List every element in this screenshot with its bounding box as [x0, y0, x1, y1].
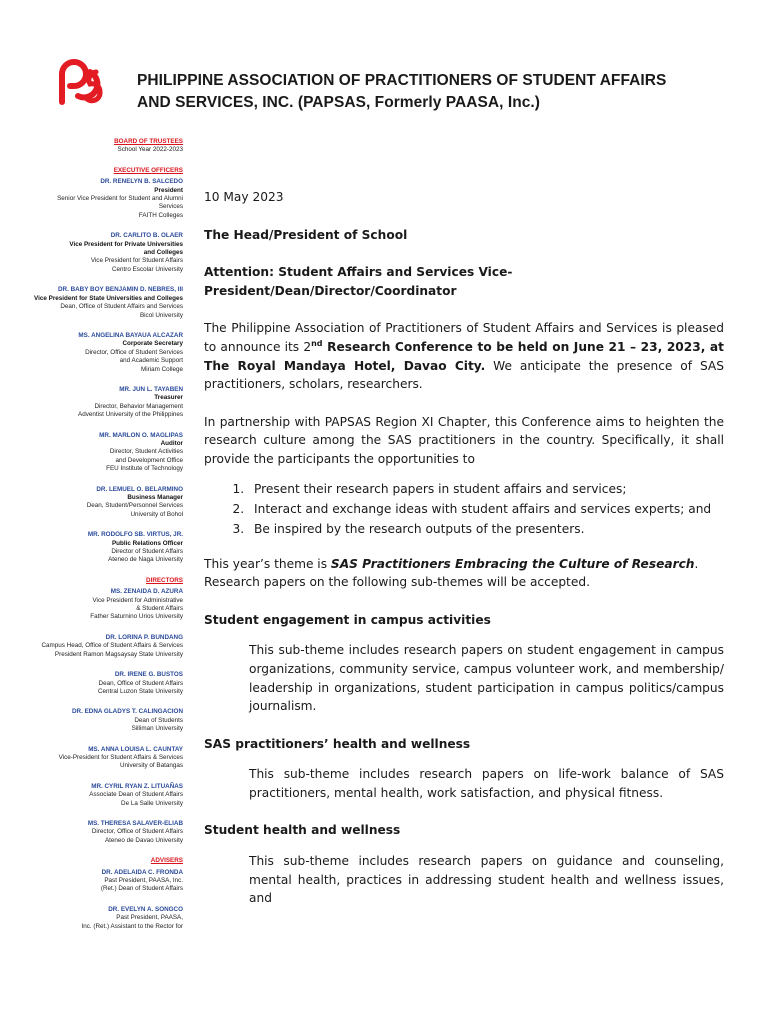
person-detail: Associate Dean of Student Affairs: [89, 791, 183, 799]
org-name-line-2: AND SERVICES, INC. (PAPSAS, Formerly PAASA, Inc.): [137, 94, 540, 111]
person-detail: Dean, Office of Student Affairs: [98, 679, 183, 687]
theme-intro: This year’s theme is: [204, 556, 331, 571]
person-detail: Director, Office of Student Services: [85, 348, 183, 356]
directors-list: [0, 588, 183, 845]
org-name-line-1: PHILIPPINE ASSOCIATION OF PRACTITIONERS OF STUDENT AFFAIRS: [137, 72, 667, 89]
sidebar-person: [0, 588, 183, 622]
theme-title: SAS Practitioners Embracing the Culture of Research: [330, 556, 695, 571]
person-detail: Director, Office of Student Affairs: [91, 828, 183, 836]
board-sidebar: [0, 138, 183, 931]
ordinal-suffix: nd: [311, 338, 323, 348]
sidebar-person: [0, 634, 183, 659]
person-name: DR. LEMUEL O. BELARMINO: [96, 485, 183, 493]
person-detail: Vice President for Student Affairs: [90, 257, 183, 265]
intro-paragraph: [204, 319, 724, 393]
person-detail: Public Relations Officer: [111, 539, 183, 547]
person-detail: Auditor: [160, 439, 183, 447]
list-item: 2. Interact and exchange ideas with student affairs and services experts; and: [248, 499, 724, 519]
subtheme-title: Student engagement in campus activities: [204, 612, 491, 627]
sidebar-person: [0, 286, 183, 320]
person-detail: President Ramon Magsaysay State University: [54, 650, 183, 658]
person-name: DR. RENELYN B. SALCEDO: [100, 178, 183, 186]
person-name: MS. ZENAIDA D. AZURA: [110, 588, 183, 596]
person-name: DR. EDNA GLADYS T. CALINGACION: [71, 708, 183, 716]
person-name: MS. ANNA LOUISA L. CAUNTAY: [88, 745, 183, 753]
person-detail: FEU Institute of Technology: [106, 465, 183, 473]
person-name: MR. JUN L. TAYABEN: [119, 385, 183, 393]
person-detail: Dean of Students: [134, 716, 183, 724]
person-detail: Director, Student Activities: [109, 448, 183, 456]
subtheme-title: Student health and wellness: [204, 823, 401, 838]
person-detail: Director, Behavior Management: [94, 402, 183, 410]
person-name: MR. RODOLFO SB. VIRTUS, JR.: [87, 531, 183, 539]
theme-end: . Research papers on the following sub-themes will be accepted.: [204, 556, 699, 590]
sidebar-person: [0, 708, 183, 733]
person-detail: President: [154, 186, 183, 194]
person-detail: Silliman University: [131, 725, 183, 733]
list-item: 3. Be inspired by the research outputs of the presenters.: [248, 519, 724, 539]
sidebar-person: [0, 746, 183, 771]
person-detail: Business Manager: [127, 494, 183, 501]
person-name: DR. ADELAIDA C. FRONDA: [101, 868, 183, 876]
person-detail: Past President, PAASA,: [116, 914, 183, 922]
person-detail: Inc. (Ret.) Assistant to the Rector for: [81, 922, 183, 930]
intro-text-end: We anticipate the presence of SAS practitioners, scholars, researchers.: [204, 358, 724, 392]
person-detail: Dean, Student/Personnel Services: [86, 502, 183, 510]
person-detail: and Academic Support: [119, 357, 183, 365]
sidebar-person: [0, 178, 183, 220]
person-name: DR. EVELYN A. SONGCO: [108, 905, 183, 913]
person-detail: Central Luzon State University: [97, 687, 183, 695]
person-detail: Treasurer: [154, 394, 183, 402]
sidebar-person: [0, 432, 183, 474]
organization-name: [137, 70, 737, 114]
person-detail: & Student Affairs: [136, 605, 183, 613]
person-detail: Campus Head, Office of Student Affairs & Services: [41, 642, 183, 650]
person-detail: Vice-President for Student Affairs & Services: [58, 753, 183, 761]
sidebar-person: [0, 869, 183, 894]
person-detail: De La Salle University: [121, 799, 183, 807]
person-detail: Past President, PAASA, Inc.: [104, 877, 183, 884]
school-year: School Year 2022-2023: [117, 146, 183, 154]
attention-line: Attention: Student Affairs and Services Vice-President/Dean/Director/Coordinator: [204, 265, 513, 298]
executive-heading: EXECUTIVE OFFICERS: [113, 166, 183, 174]
person-name: DR. LORINA P. BUNDANG: [105, 633, 183, 641]
sidebar-person: [0, 820, 183, 845]
intro-text: The Philippine Association of Practitioners of Student Affairs and Services is pleased to announce its 2: [204, 321, 724, 354]
sidebar-person: [0, 332, 183, 374]
sidebar-person: [0, 906, 183, 931]
person-name: DR. IRENE G. BUSTOS: [114, 671, 183, 679]
person-name: MR. MARLON O. MAGLIPAS: [99, 431, 183, 439]
person-detail: Director of Student Affairs: [111, 548, 183, 556]
person-detail: Ateneo de Davao University: [104, 836, 183, 844]
objectives-list: [204, 479, 724, 539]
sidebar-person: [0, 531, 183, 565]
person-detail: Bicol University: [139, 311, 183, 319]
person-detail: University of Bohol: [130, 510, 183, 518]
advisers-list: [0, 869, 183, 931]
person-detail: Vice President for State Universities and Colleges: [34, 294, 183, 302]
person-name: DR. CARLITO B. OLAER: [110, 232, 183, 240]
person-detail: Father Saturnino Urios University: [90, 613, 183, 621]
person-detail: (Ret.) Dean of Student Affairs: [100, 885, 183, 893]
conference-details: Research Conference to be held on June 21 – 23, 2023, at The Royal Mandaya Hotel, Davao City.: [204, 339, 724, 373]
person-name: MS. ANGELINA BAYAUA ALCAZAR: [78, 331, 183, 339]
person-detail: Services: [158, 203, 183, 211]
letterhead: [0, 0, 768, 130]
addressee: The Head/President of School: [204, 227, 408, 242]
sidebar-person: [0, 486, 183, 520]
subtheme-description: This sub-theme includes research papers on student engagement in campus organizations, community service, campus volunteer work, and membership/ leadership in organizations, student participation in campus politics/campus journalism.: [249, 643, 724, 714]
person-name: MR. CYRIL RYAN Z. LITUAÑAS: [91, 782, 183, 790]
person-detail: Centro Escolar University: [111, 265, 183, 273]
letter-date: 10 May 2023: [204, 190, 284, 204]
board-heading: BOARD OF TRUSTEES: [114, 138, 183, 145]
theme-paragraph: [204, 555, 724, 592]
sidebar-person: [0, 783, 183, 808]
person-detail: and Colleges: [143, 249, 183, 257]
executive-list: [0, 178, 183, 565]
sidebar-person: [0, 671, 183, 696]
papsas-logo-icon: [56, 58, 106, 108]
person-detail: Corporate Secretary: [122, 340, 183, 348]
person-detail: Miriam College: [141, 365, 183, 373]
person-name: MS. THERESA SALAVER-ELIAB: [87, 819, 183, 827]
person-detail: Ateneo de Naga University: [108, 556, 183, 564]
sidebar-person: [0, 232, 183, 274]
person-detail: Adventist University of the Philippines: [78, 411, 183, 419]
subtheme-description: This sub-theme includes research papers on guidance and counseling, mental health, practices in addressing student health and wellness issues, and: [249, 854, 724, 906]
subtheme-description: This sub-theme includes research papers on life-work balance of SAS practitioners, mental health, work satisfaction, and physical fitness.: [249, 767, 724, 800]
list-item: 1. Present their research papers in student affairs and services;: [248, 479, 724, 499]
person-detail: Vice President for Private Universities: [69, 240, 183, 248]
partnership-paragraph: In partnership with PAPSAS Region XI Chapter, this Conference aims to heighten the research culture among the SAS practitioners in the country. Specifically, it shall provide the participants the opportunities to: [204, 414, 724, 466]
person-detail: Senior Vice President for Student and Alumni: [57, 195, 183, 203]
subtheme-title: SAS practitioners’ health and wellness: [204, 736, 471, 751]
person-detail: University of Batangas: [120, 762, 183, 770]
person-detail: FAITH Colleges: [138, 211, 183, 219]
person-detail: and Development Office: [115, 456, 183, 464]
person-detail: Vice President for Administrative: [92, 596, 183, 604]
advisers-heading: ADVISERS: [150, 857, 183, 865]
directors-heading: DIRECTORS: [146, 576, 183, 584]
person-name: DR. BABY BOY BENJAMIN D. NEBRES, III: [57, 286, 183, 294]
sidebar-person: [0, 386, 183, 420]
letter-body: [204, 188, 724, 908]
person-detail: Dean, Office of Student Affairs and Services: [60, 303, 183, 311]
